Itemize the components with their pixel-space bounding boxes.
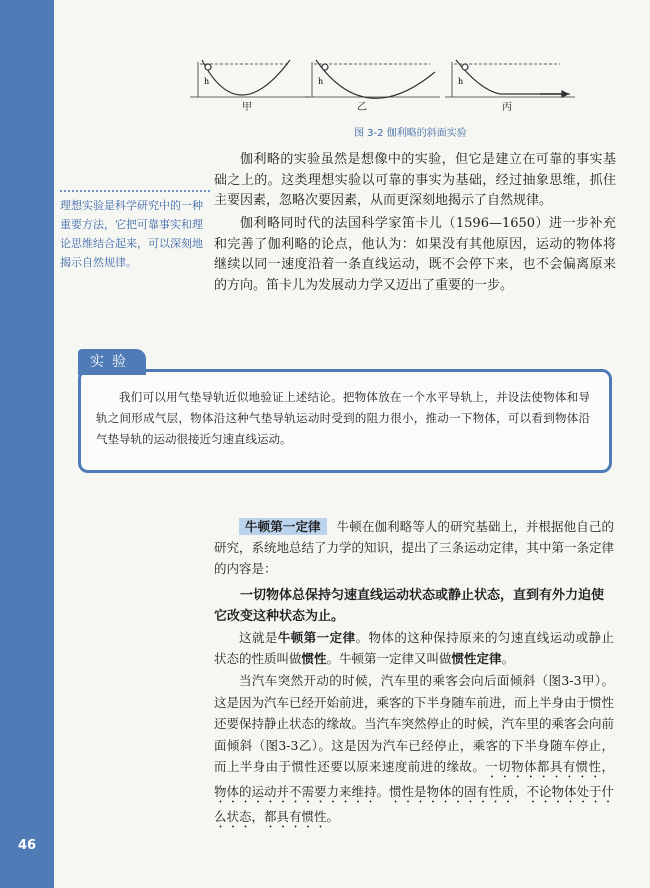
text-span: 。 [501,651,515,666]
experiment-text: 我们可以用气垫导轨近似地验证上述结论。把物体放在一个水平导轨上，并设法使物体和导轨之间形成气层，物体沿这种气垫导轨运动时受到的阻力很小，推动一下物体，可以看到物体沿气垫导轨的运动很接近匀速直线运动。 [96,390,590,446]
text-span: 。牛顿第一定律又叫做 [326,651,452,666]
figure-label-jia: 甲 [242,102,252,113]
section-intro [214,516,614,579]
height-mark-2: h [318,77,324,86]
page-number: 46 [17,838,37,853]
page-sidebar [0,0,54,888]
figure-label-yi: 乙 [357,102,367,113]
inertia-emphasis: 一切物体都具有惯性，物体的运动并不需要力来维持。惯性是物体的固有性质，不论物体处于什么状态，都具有惯性。 [214,759,615,824]
paragraph-thought-experiment: 伽利略的实验虽然是想像中的实验，但它是建立在可靠的事实基础之上的。这类理想实验以可靠的事实为基础，经过抽象思维，抓住主要因素，忽略次要因素，从而更深刻地揭示了自然规律。 [214,152,616,208]
section-heading: 牛顿第一定律 [239,518,327,535]
paragraph-inertia-definition [214,627,614,669]
paragraph-descartes: 伽利略同时代的法国科学家笛卡儿（1596—1650）进一步补充和完善了伽利略的论点，他认为：如果没有其他原因，运动的物体将继续以同一速度沿着一条直线运动，既不会停下来，也不会偏离原来的方向。笛卡儿为发展动力学又迈出了重要的一步。 [214,216,616,293]
first-law-statement: 一切物体总保持匀速直线运动状态或静止状态，直到有外力迫使它改变这种状态为止。 [214,588,605,624]
paragraph-car-example [214,670,614,831]
experiment-title: 实验 [78,349,146,375]
section-intro-text: 牛顿在伽利略等人的研究基础上，并根据他自己的研究，系统地总结了力学的知识，提出了三条运动定律，其中第一条定律的内容是： [214,519,615,576]
margin-note: 理想实验是科学研究中的一种重要方法，它把可靠事实和理论思维结合起来，可以深刻地揭示自然规律。 [60,190,210,272]
term-inertia: 惯性 [301,651,327,666]
height-mark-3: h [458,77,464,86]
figure-label-bing: 丙 [502,102,512,113]
text-span: 。物体的这种保持原来的匀速直线运动或静止状态的性质叫做 [214,630,614,666]
figure-caption: 图 3-2 伽利略的斜面实验 [354,128,467,139]
term-first-law: 牛顿第一定律 [277,630,356,645]
text-span: 这就是 [239,630,278,645]
height-mark-1: h [204,77,210,86]
term-inertia-law: 惯性定律 [451,651,502,666]
car-example-text: 当汽车突然开动的时候，汽车里的乘客会向后面倾斜（图3-3甲）。这是因为汽车已经开始前进，乘客的下半身随车前进，而上半身由于惯性还要保持静止状态的缘故。当汽车突然停止的时候，汽车里的乘客会向前面倾斜（图3-3乙）。这是因为汽车已经停止，乘客的下半身随车停止，而上半身由于惯性还要以原来速度前进的缘故。 [214,673,615,774]
